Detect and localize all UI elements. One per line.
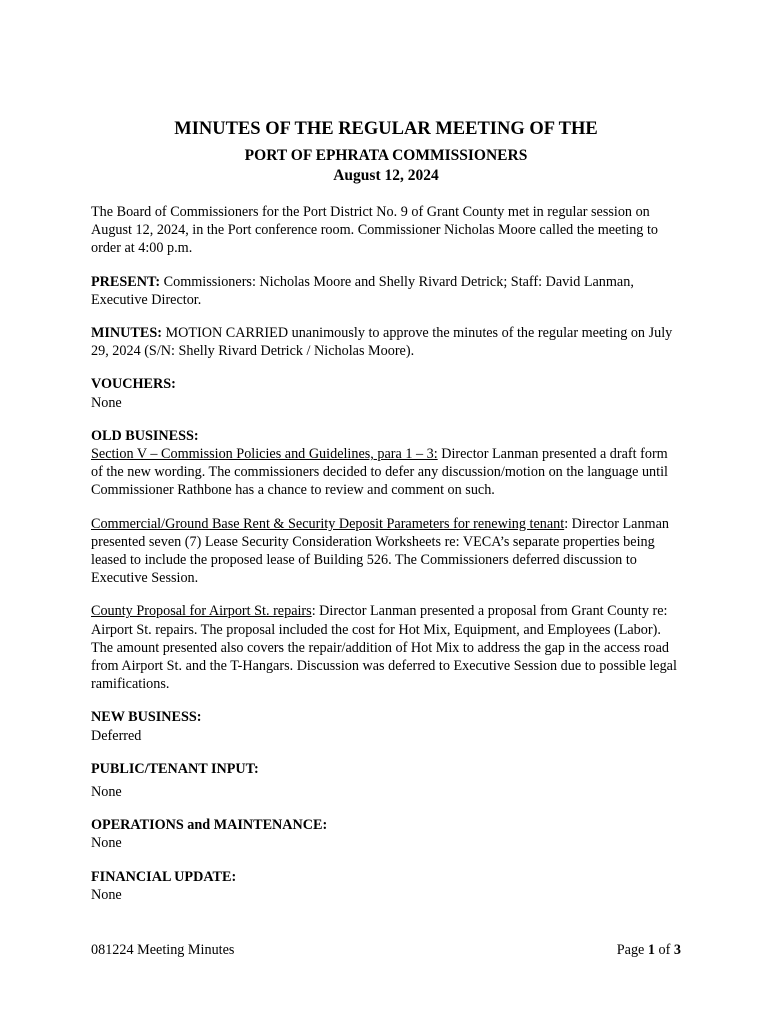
minutes-section — [91, 324, 681, 360]
meeting-date: August 12, 2024 — [333, 167, 439, 184]
page-current: 1 — [647, 942, 655, 958]
old-business-section — [91, 427, 681, 694]
old-business-item — [91, 515, 681, 588]
title-line-2: PORT OF EPHRATA COMMISSIONERS — [244, 147, 528, 164]
operations-label: OPERATIONS and MAINTENANCE: — [91, 817, 328, 834]
minutes-text: MOTION CARRIED unanimously to approve the minutes of the regular meeting on July 29, 2024 (S/N: Shelly Rivard Detrick / Nicholas Moore). — [91, 325, 673, 360]
financial-section — [91, 868, 681, 904]
item-heading: Section V – Commission Policies and Guidelines, para 1 – 3: — [91, 446, 438, 463]
financial-label: FINANCIAL UPDATE: — [91, 868, 237, 885]
vouchers-label: VOUCHERS: — [91, 376, 176, 393]
old-business-item — [91, 445, 681, 500]
minutes-label: MINUTES: — [91, 325, 162, 342]
page-word: Page — [616, 942, 648, 958]
operations-text: None — [91, 835, 122, 852]
new-business-text: Deferred — [91, 727, 142, 744]
item-heading: County Proposal for Airport St. repairs — [91, 603, 312, 620]
new-business-label: NEW BUSINESS: — [91, 709, 202, 726]
item-text: : Director Lanman presented seven (7) Lease Security Consideration Worksheets re: VECA’s separate properties being leased to include the proposed lease of Building 526. The Commissioners deferred discussion to Executive Session. — [91, 515, 669, 587]
page-number — [617, 942, 681, 959]
vouchers-section — [91, 375, 681, 411]
item-text: Director Lanman presented a draft form of the new wording. The commissioners decided to defer any discussion/motion on the language until Commissioner Rathbone has a chance to review and comment on such. — [91, 446, 668, 499]
page-footer — [91, 942, 681, 959]
present-text: Commissioners: Nicholas Moore and Shelly Rivard Detrick; Staff: David Lanman, Executive Director. — [91, 273, 634, 308]
intro-paragraph: The Board of Commissioners for the Port District No. 9 of Grant County met in regular session on August 12, 2024, in the Port conference room. Commissioner Nicholas Moore called the meeting to order at 4:00 p.m. — [91, 204, 658, 257]
operations-section — [91, 816, 681, 852]
present-section — [91, 273, 681, 309]
vouchers-text: None — [91, 394, 122, 411]
document-body — [91, 118, 681, 919]
item-text: : Director Lanman presented a proposal from Grant County re: Airport St. repairs. The proposal included the cost for Hot Mix, Equipment, and Employees (Labor). The amount presented also covers the repair/addition of Hot Mix to address the gap in the access road from Airport St. and the T-Hangars. Discussion was deferred to Executive Session due to possible legal ramifications. — [91, 603, 677, 693]
item-heading: Commercial/Ground Base Rent & Security Deposit Parameters for renewing tenant — [91, 515, 565, 532]
public-input-section — [91, 760, 681, 801]
present-label: PRESENT: — [91, 273, 161, 290]
financial-text: None — [91, 886, 122, 903]
new-business-section — [91, 708, 681, 744]
page-total: 3 — [673, 942, 681, 958]
public-input-label: PUBLIC/TENANT INPUT: — [91, 760, 259, 777]
title-line-1: MINUTES OF THE REGULAR MEETING OF THE — [174, 119, 598, 139]
footer-doc-name: 081224 Meeting Minutes — [91, 942, 235, 958]
public-input-text: None — [91, 784, 122, 801]
old-business-item — [91, 602, 681, 693]
old-business-label: OLD BUSINESS: — [91, 427, 199, 444]
of-word: of — [654, 942, 674, 958]
